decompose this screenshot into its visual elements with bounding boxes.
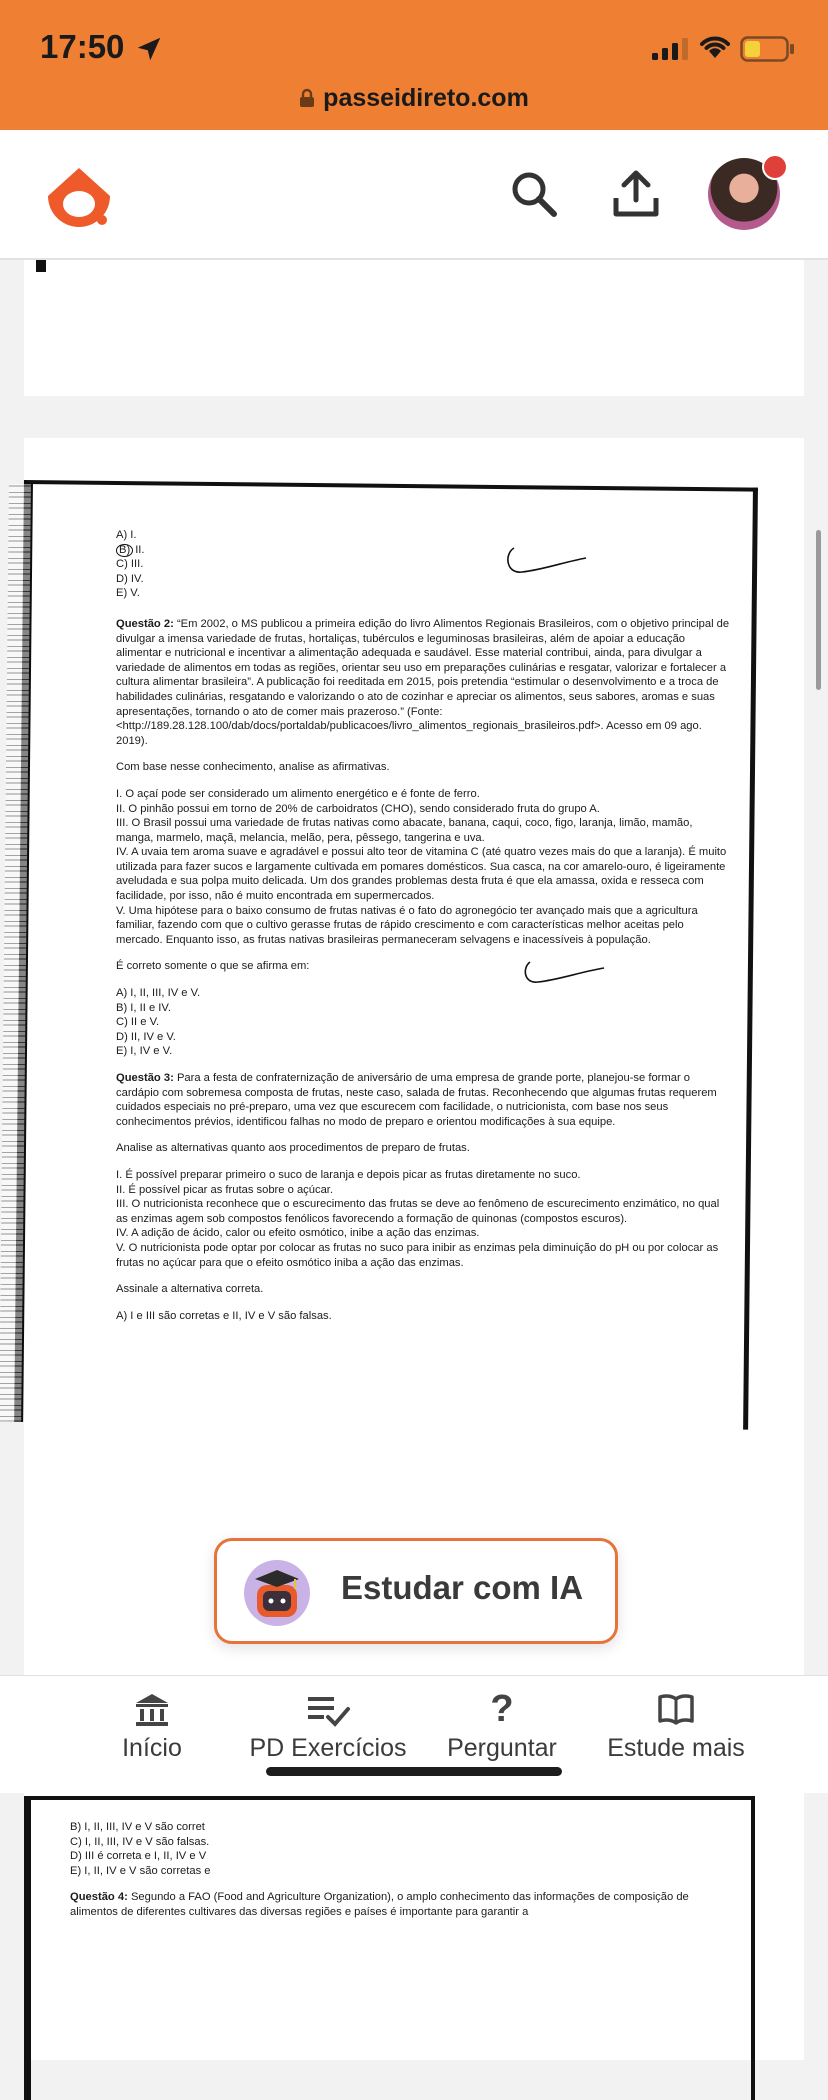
nav-item-pd-exercicios[interactable] [248,1688,408,1763]
q3-option: B) I, II, III, IV e V são corret [70,1821,205,1833]
q2-statement: II. O pinhão possui em torno de 20% de carboidratos (CHO), sendo considerado fruta do grupo A. [116,802,600,815]
q2-body [116,617,732,748]
status-time: 17:50 [40,28,125,65]
q1-option: C) III. [116,558,144,571]
nav-label: Início [122,1734,182,1762]
q1-option: E) V. [116,587,140,600]
upload-icon[interactable] [610,168,662,220]
q2-statement: IV. A uvaia tem aroma suave e agradável e possui alto teor de vitamina C (até quatro vezes mais do que a laranja). É muito utilizada para fazer sucos e largamente cultivada em pomares domésticos. Sua casca, na cor amarelo-ouro, é ligeiramente aveludada e sua polpa muito delicada. Um dos grandes problemas desta fruta é que ela amassa, oxida e resseca com facilidade, por isso, não é muito encontrada em supermercados. [116,846,727,903]
institution-icon [134,1688,170,1730]
question-icon [487,1688,517,1730]
q2-prompt: Com base nesse conhecimento, analise as afirmativas. [116,761,390,774]
q2-option: B) I, II e IV. [116,1001,171,1014]
q3-statement: II. É possível picar as frutas sobre o açúcar. [116,1183,334,1196]
search-icon[interactable] [508,168,560,220]
q1-option: A) I. [116,529,137,541]
q1-option: D) IV. [116,572,144,585]
document-page-2 [24,438,804,1718]
url-text: passeidireto.com [323,84,529,112]
scrollbar-thumb[interactable] [816,530,821,690]
nav-item-perguntar[interactable] [442,1688,562,1763]
q2-statement: III. O Brasil possui uma variedade de frutas nativas como abacate, banana, caqui, coco, figo, laranja, limão, mamão, manga, marmelo, maçã, melancia, melão, pera, pêssego, tangerina e uva. [116,817,693,844]
q3-statement: III. O nutricionista reconhece que o escurecimento das frutas se deve ao fenômeno de escurecimento enzimático, no qual as enzimas agem sob compostos fenólicos favorecendo a formação de quinonas (compostos escuros). [116,1198,720,1225]
q3-question: Assinale a alternativa correta. [116,1283,264,1296]
passei-direto-logo[interactable] [46,166,112,228]
q3-text: Para a festa de confraternização de aniversário de uma empresa de grande porte, planejou-se formar o cardápio com sobremesa composta de frutas, neste caso, salada de frutas. Reconhecendo que algumas frutas requerem cuidados especiais no pré-preparo, uma vez que escurecem com facilidade, o nutricionista, com base nos seus conhecimentos prévios, identificou falhas no modo de preparo e orientou modificações à sua equipe. [116,1072,717,1128]
q3-statement: I. É possível preparar primeiro o suco de laranja e depois picar as frutas diretamente no suco. [116,1168,581,1181]
lock-icon [299,88,315,108]
location-arrow-icon [134,34,164,64]
nav-item-estude-mais[interactable] [602,1688,750,1763]
q2-option: E) I, IV e V. [116,1045,173,1058]
nav-label: Estude mais [607,1734,745,1762]
scan-mark [36,260,46,272]
document-page-1 [24,260,804,396]
cellular-signal-icon [652,38,690,60]
document-page-3 [24,1760,804,2060]
checklist-icon [306,1688,350,1730]
robot-graduate-icon [243,1559,311,1627]
q3-option: C) I, II, III, IV e V são falsas. [70,1835,210,1848]
q4-body [70,1890,710,1919]
q2-statement: I. O açaí pode ser considerado um alimento energético e é fonte de ferro. [116,787,480,800]
home-indicator[interactable] [266,1767,562,1776]
q3-option: A) I e III são corretas e II, IV e V são falsas. [116,1309,332,1322]
q4-heading: Questão 4: [70,1891,128,1904]
nav-item-inicio[interactable] [104,1688,200,1763]
battery-icon [740,36,796,62]
study-with-ai-label: Estudar com IA [341,1569,584,1606]
wifi-icon [698,34,732,60]
nav-label: PD Exercícios [249,1734,407,1762]
url-bar[interactable] [0,84,828,113]
app-header [0,130,828,260]
answer-circle: B) [116,544,133,557]
q1-option-marked: B) II. [116,543,732,558]
document-text [70,1820,710,1920]
browser-status-bar [0,0,828,130]
q2-statement: V. Uma hipótese para o baixo consumo de frutas nativas é o fato do agronegócio ter avançado mais que a agricultura familiar, fazendo com que o cultivo gerasse frutas de rápido crescimento e com características melhor aceitas pelo mercado. Enquanto isso, as frutas nativas brasileiras permaneceram selvagens e inacessíveis à população. [116,904,698,946]
q3-prompt: Analise as alternativas quanto aos procedimentos de preparo de frutas. [116,1142,470,1155]
q2-option: C) II e V. [116,1016,160,1029]
book-icon [656,1688,696,1730]
nav-label: Perguntar [447,1734,557,1762]
q2-option: D) II, IV e V. [116,1030,176,1043]
q3-option: E) I, II, IV e V são corretas e [70,1864,211,1877]
q3-body [116,1071,732,1129]
document-text [116,528,732,1323]
q2-option: A) I, II, III, IV e V. [116,987,201,1000]
q2-text: “Em 2002, o MS publicou a primeira edição do livro Alimentos Regionais Brasileiros, com o objetivo principal de divulgar a imensa variedade de frutas, hortaliças, tubérculos e leguminosas brasileiras, além de apoiar a educação alimentar e nutricional e incentivar a alimentação adequada e saudável. Esse material contribui, ainda, para divulgar a variedade de alimentos em todas as regiões, orientar seu uso em preparações culinárias e resgatar, valorizar e fortalecer a cultura alimentar brasileira”. A publicação foi reeditada em 2015, pois pretendia “estimular o desenvolvimento e a troca de habilidades culinárias, resgatando e valorizando o ato de cozinhar e apreciar os alimentos, seus sabores, aromas e suas apresentações, tornando o ato de comer mais prazeroso.” (Fonte: <http://189.28.128.100/dab/docs/portaldab/publicacoes/livro_alimentos_regionais_brasileiros.pdf>. Acesso em 09 ago. 2019). [116,617,730,747]
q4-text: Segundo a FAO (Food and Agriculture Organization), o amplo conhecimento das informações de composição de alimentos de diferentes cultivares das diversas regiões e países é importante para garantir a [70,1891,689,1918]
notification-dot [762,154,788,180]
study-with-ai-button[interactable] [214,1538,618,1644]
q3-option: D) III é correta e I, II, IV e V [70,1850,207,1863]
q2-heading: Questão 2: [116,617,174,630]
q3-statement: IV. A adição de ácido, calor ou efeito osmótico, inibe a ação das enzimas. [116,1227,480,1240]
svg-text:?: ? [490,1688,514,1730]
scan-edge-noise [0,484,31,1422]
q2-question: É correto somente o que se afirma em: [116,960,310,973]
q3-statement: V. O nutricionista pode optar por colocar as frutas no suco para inibir as enzimas pela diminuição do pH ou por colocar as frutas no açúcar para que o efeito osmótico iniba a ação das enzimas. [116,1241,719,1269]
q3-heading: Questão 3: [116,1072,174,1084]
